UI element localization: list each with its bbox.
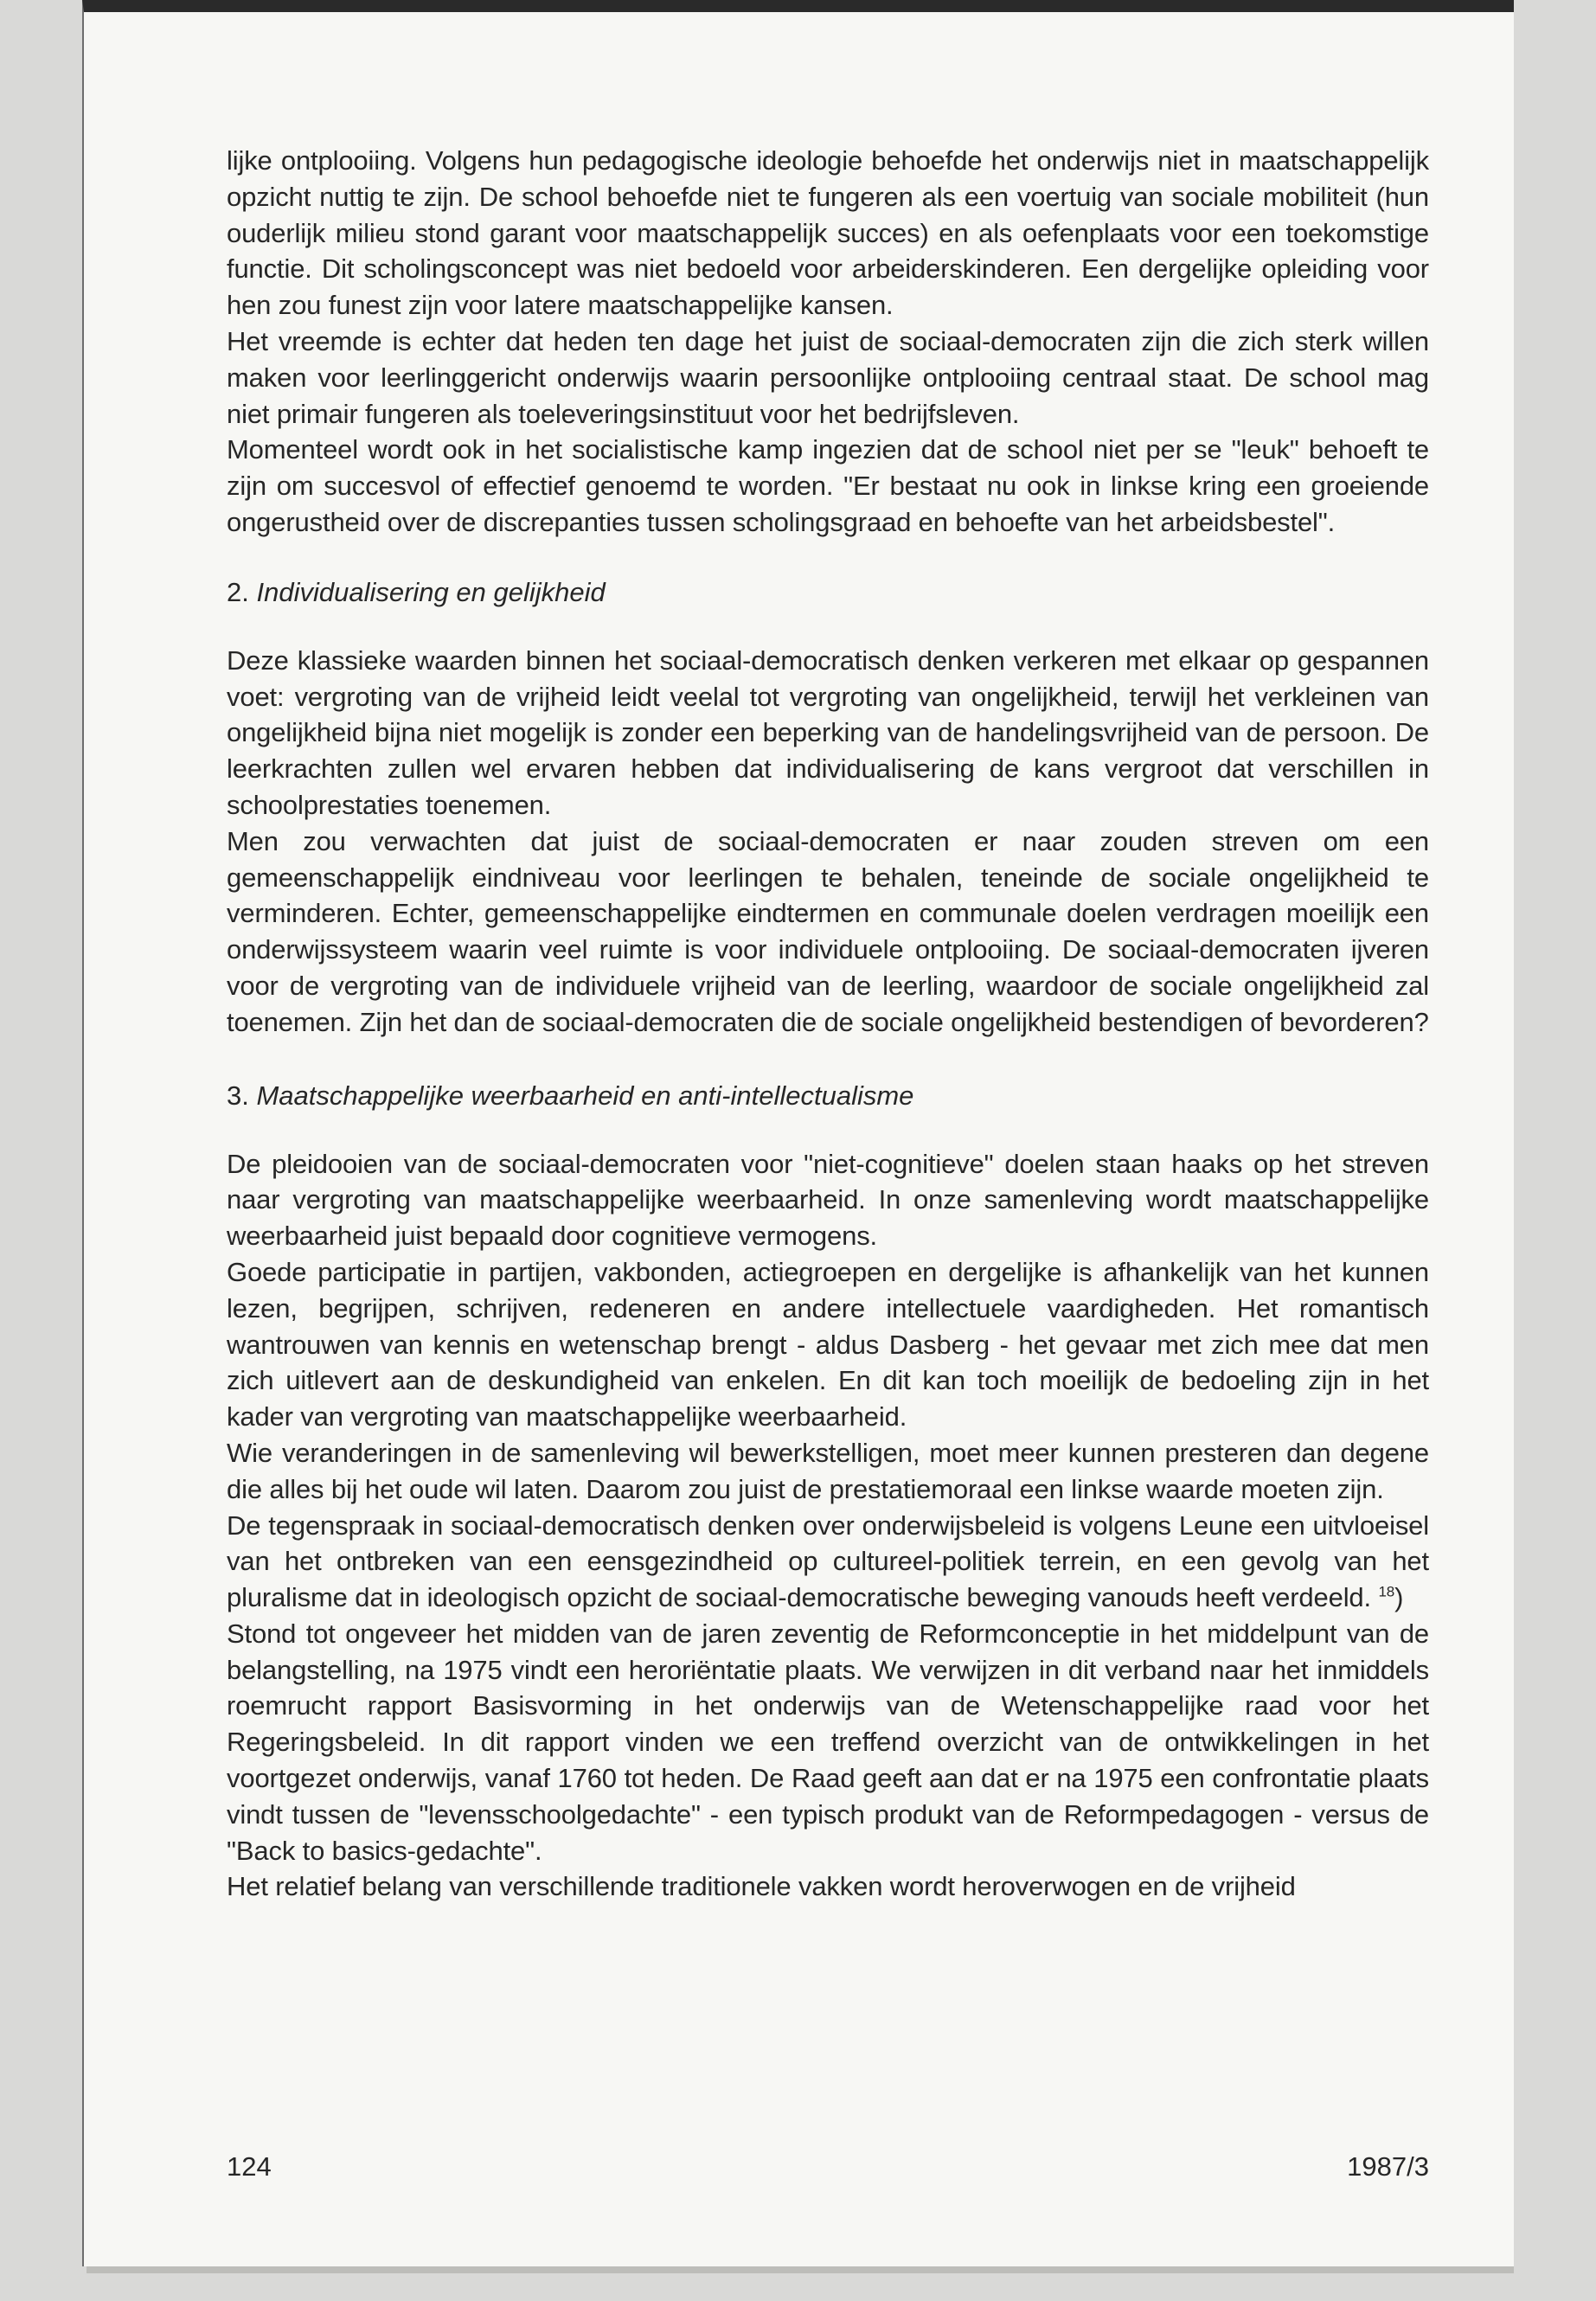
paragraph: lijke ontplooiing. Volgens hun pedagogische ideologie behoefde het onderwijs niet in maatschappelijk opzicht nuttig te zijn. De school behoefde niet te fungeren als een voertuig van sociale mobiliteit (hun ouderlijk milieu stond garant voor maatschappelijk succes) en als oefenplaats voor een toekomstige functie. Dit scholingsconcept was niet bedoeld voor arbeiderskinderen. Een dergelijke opleiding voor hen zou funest zijn voor latere maatschappelijke kansen.: [227, 145, 1429, 321]
paragraph: Goede participatie in partijen, vakbonden, actiegroepen en dergelijke is afhankelijk van het kunnen lezen, begrijpen, schrijven, redeneren en andere intellectuele vaardigheden. Het romantisch wantrouwen van kennis en wetenschap brengt - aldus Dasberg - het gevaar met zich mee dat men zich uitlevert aan de deskundigheid van enkelen. En dit kan toch moeilijk de bedoeling zijn in het kader van vergroting van maatschappelijke weerbaarheid.: [227, 1256, 1429, 1433]
page-edge-shadow: [87, 2266, 1514, 2273]
paragraph: Deze klassieke waarden binnen het sociaal-democratisch denken verkeren met elkaar op gespannen voet: vergroting van de vrijheid leidt veelal tot vergroting van ongelijkheid, terwijl het verkleinen van ongelijkheid bijna niet mogelijk is zonder een beperking van de handelingsvrijheid van de persoon. De leerkrachten zullen wel ervaren hebben dat individualisering de kans vergroot dat verschillen in schoolprestaties toenemen.: [227, 644, 1429, 820]
section-heading-2: [227, 575, 1429, 610]
footnote-close: ): [1394, 1582, 1404, 1613]
page-footer: [227, 2151, 1429, 2186]
page-number: 124: [227, 2151, 272, 2182]
section-heading-3: [227, 1079, 1429, 1113]
page-body: [227, 143, 1429, 1905]
paragraph: Men zou verwachten dat juist de sociaal-democraten er naar zouden streven om een gemeenschappelijk eindniveau voor leerlingen te behalen, teneinde de sociale ongelijkheid te verminderen. Echter, gemeenschappelijke eindtermen en communale doelen verdragen moeilijk een onderwijssysteem waarin veel ruimte is voor individuele ontplooiing. De sociaal-democraten ijveren voor de vergroting van de individuele vrijheid van de leerling, waardoor de sociale ongelijkheid zal toenemen. Zijn het dan de sociaal-democraten die de sociale ongelijkheid bestendigen of bevorderen?: [227, 825, 1429, 1037]
paragraph: Wie veranderingen in de samenleving wil bewerkstelligen, moet meer kunnen presteren dan degene die alles bij het oude wil laten. Daarom zou juist de prestatiemoraal een linkse waarde moeten zijn.: [227, 1437, 1429, 1504]
paragraph-text: De tegenspraak in sociaal-democratisch denken over onderwijsbeleid is volgens Leune een uitvloeisel van het ontbreken van een eensgezindheid op cultureel-politiek terrein, en een gevolg van het pluralisme dat in ideologisch opzicht de sociaal-democratische beweging vanouds heeft verdeeld.: [227, 1509, 1429, 1613]
paragraph: De pleidooien van de sociaal-democraten voor "niet-cognitieve" doelen staan haaks op het streven naar vergroting van maatschappelijke weerbaarheid. In onze samenleving wordt maatschappelijke weerbaarheid juist bepaald door cognitieve vermogens.: [227, 1148, 1429, 1252]
paragraph-with-footnote: [227, 1508, 1429, 1616]
section-number: 2.: [227, 576, 249, 607]
section-number: 3.: [227, 1080, 249, 1111]
footnote-marker: 18: [1378, 1583, 1395, 1600]
paragraph: Momenteel wordt ook in het socialistische kamp ingezien dat de school niet per se "leuk" behoeft te zijn om succesvol of effectief genoemd te worden. "Er bestaat nu ook in linkse kring een groeiende ongerustheid over de discrepanties tussen scholingsgraad en behoefte van het arbeidsbestel".: [227, 434, 1429, 537]
section-title: Individualisering en gelijkheid: [256, 576, 606, 607]
paragraph: Het relatief belang van verschillende traditionele vakken wordt heroverwogen en de vrijheid: [227, 1871, 1296, 1902]
paragraph: Het vreemde is echter dat heden ten dage het juist de sociaal-democraten zijn die zich sterk willen maken voor leerlinggericht onderwijs waarin persoonlijke ontplooiing centraal staat. De school mag niet primair fungeren als toeleveringsinstituut voor het bedrijfsleven.: [227, 325, 1429, 429]
issue-label: 1987/3: [1347, 2151, 1429, 2182]
paragraph: Stond tot ongeveer het midden van de jaren zeventig de Reformconceptie in het middelpunt van de belangstelling, na 1975 vindt een heroriëntatie plaats. We verwijzen in dit verband naar het inmiddels roemrucht rapport Basisvorming in het onderwijs van de Wetenschappelijke raad voor het Regeringsbeleid. In dit rapport vinden we een treffend overzicht van de ontwikkelingen in het voortgezet onderwijs, vanaf 1760 tot heden. De Raad geeft aan dat er na 1975 een confrontatie plaats vindt tussen de "levensschoolgedachte" - een typisch produkt van de Reformpedagogen - versus de "Back to basics-gedachte".: [227, 1618, 1429, 1866]
section-title: Maatschappelijke weerbaarheid en anti-intellectualisme: [256, 1080, 914, 1111]
